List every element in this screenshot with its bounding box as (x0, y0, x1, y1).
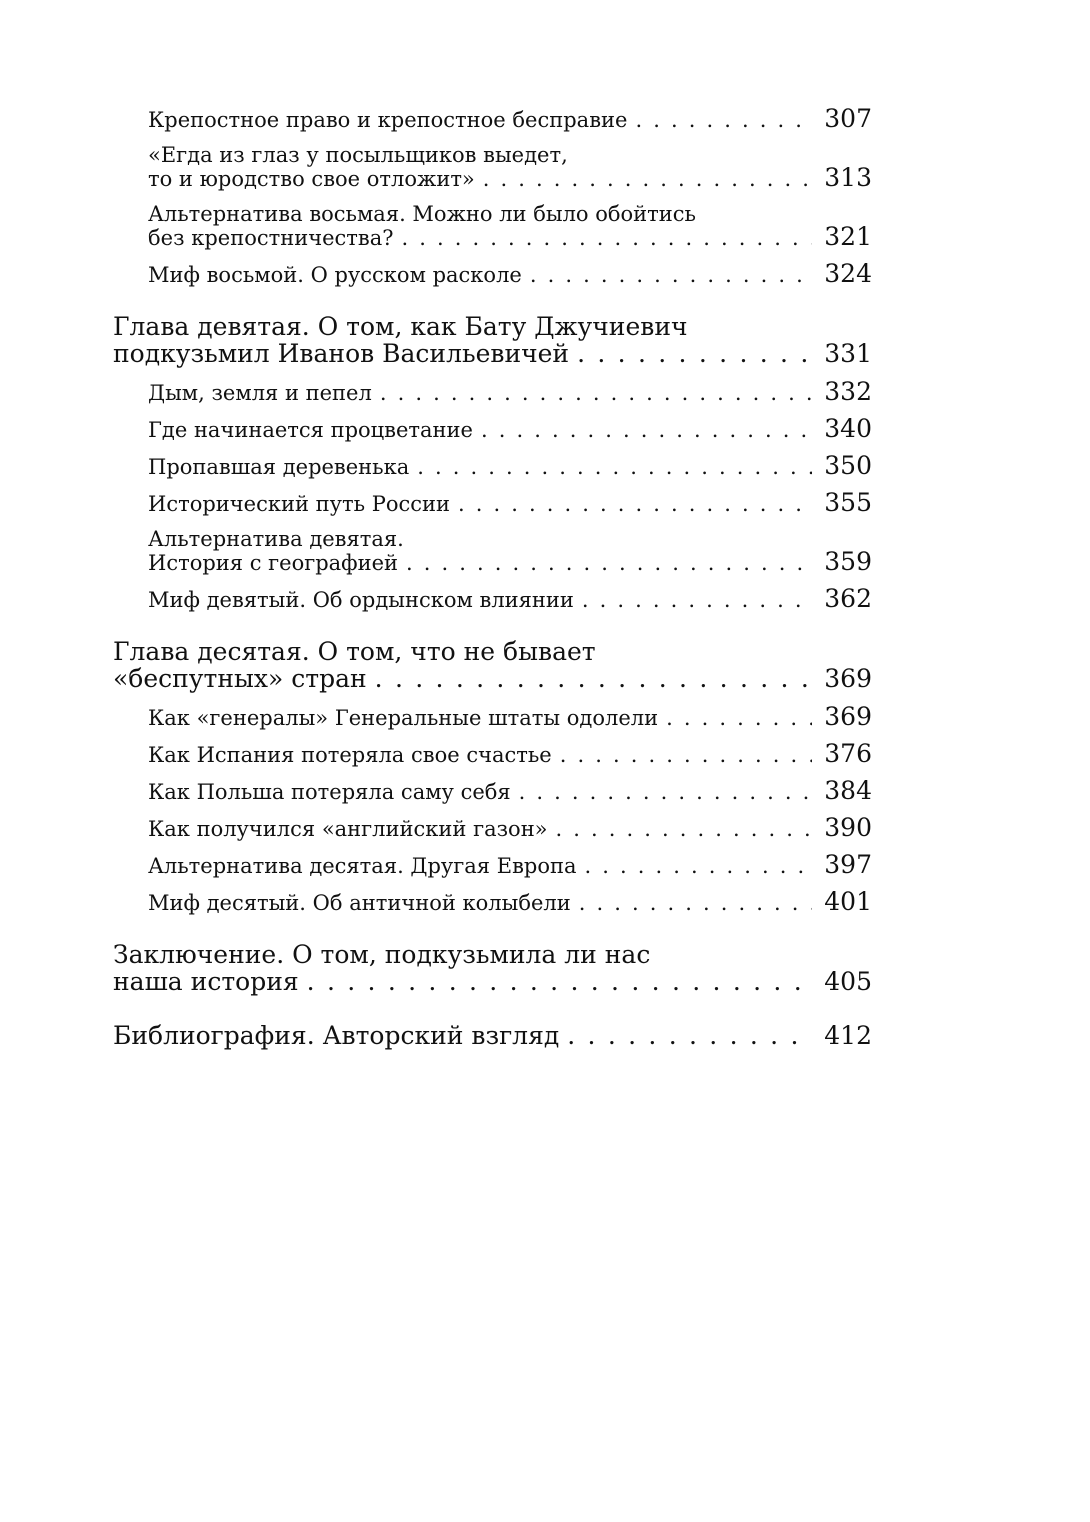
toc-entry-line (148, 741, 872, 768)
toc-entry-title: История с географией (148, 551, 399, 575)
toc-entry-line (148, 889, 872, 916)
toc-page-number: 362 (824, 584, 872, 613)
toc-section-entry[interactable] (148, 586, 872, 613)
toc-page-number: 412 (824, 1021, 872, 1050)
toc-entry-line (148, 490, 872, 517)
dot-leader (406, 551, 812, 576)
toc-entry-title: Альтернатива восьмая. Можно ли было обойтись (148, 202, 696, 226)
toc-entry-title: Альтернатива десятая. Другая Европа (148, 854, 577, 878)
toc-section-entry[interactable] (148, 815, 872, 842)
toc-chapter-entry[interactable] (113, 312, 872, 369)
toc-entry-title: Как Польша потеряла саму себя (148, 780, 511, 804)
toc-entry-title: Как «генералы» Генеральные штаты одолели (148, 706, 659, 730)
toc-page-number: 324 (824, 259, 872, 288)
toc-section-entry[interactable] (148, 416, 872, 443)
toc-section-entry[interactable] (148, 106, 872, 133)
toc-entry-title: «беспутных» стран (113, 664, 367, 693)
dot-leader (481, 418, 812, 443)
toc-chapter-entry[interactable] (113, 940, 872, 997)
dot-leader (380, 381, 812, 406)
dot-leader (402, 226, 813, 251)
toc-entry-title: без крепостничества? (148, 226, 394, 250)
table-of-contents (0, 106, 1090, 1061)
toc-page-number: 401 (824, 887, 872, 916)
toc-entry-line (148, 704, 872, 731)
toc-entry-line (148, 815, 872, 842)
toc-entry-title: подкузьмил Иванов Васильевичей (113, 339, 570, 368)
toc-entry-title: Миф десятый. Об античной колыбели (148, 891, 571, 915)
toc-section-entry[interactable] (148, 379, 872, 406)
toc-section-entry[interactable] (148, 527, 872, 576)
dot-leader (582, 588, 812, 613)
dot-leader (666, 706, 812, 731)
dot-leader (519, 780, 813, 805)
toc-entry-title: Миф девятый. Об ордынском влиянии (148, 588, 574, 612)
toc-page-number: 350 (824, 451, 872, 480)
toc-entry-line (148, 549, 872, 576)
toc-entry-title: Дым, земля и пепел (148, 381, 372, 405)
toc-entry-line (148, 165, 872, 192)
dot-leader (577, 339, 812, 369)
dot-leader (307, 967, 813, 997)
toc-section-entry[interactable] (148, 490, 872, 517)
toc-page-number: 331 (824, 339, 872, 368)
toc-entry-title: Где начинается процветание (148, 418, 473, 442)
dot-leader (530, 263, 812, 288)
toc-section-entry[interactable] (148, 453, 872, 480)
toc-entry-line (148, 778, 872, 805)
dot-leader (556, 817, 813, 842)
toc-entry-line (113, 312, 872, 342)
dot-leader (585, 854, 813, 879)
toc-page-number: 355 (824, 488, 872, 517)
toc-section-entry[interactable] (148, 741, 872, 768)
toc-page-number: 307 (824, 104, 872, 133)
toc-entry-line (113, 940, 872, 970)
toc-page-number: 359 (824, 547, 872, 576)
toc-entry-title: Библиография. Авторский взгляд (113, 1021, 560, 1050)
toc-entry-title: Глава десятая. О том, что не бывает (113, 637, 596, 666)
toc-entry-title: Как получился «английский газон» (148, 817, 548, 841)
dot-leader (560, 743, 813, 768)
toc-entry-title: Альтернатива девятая. (148, 527, 404, 551)
toc-section-entry[interactable] (148, 889, 872, 916)
dot-leader (375, 664, 813, 694)
dot-leader (579, 891, 813, 916)
toc-section-entry[interactable] (148, 704, 872, 731)
dot-leader (483, 167, 812, 192)
toc-page-number: 313 (824, 163, 872, 192)
toc-page-number: 369 (824, 702, 872, 731)
toc-entry-line (113, 967, 872, 997)
toc-entry-line (148, 416, 872, 443)
toc-entry-title: Глава девятая. О том, как Бату Джучиевич (113, 312, 688, 341)
dot-leader (635, 108, 812, 133)
toc-entry-title: Как Испания потеряла свое счастье (148, 743, 552, 767)
toc-page-number: 369 (824, 664, 872, 693)
toc-section-entry[interactable] (148, 778, 872, 805)
toc-entry-title: Исторический путь России (148, 492, 451, 516)
dot-leader (417, 455, 812, 480)
toc-entry-line (113, 637, 872, 667)
toc-page-number: 384 (824, 776, 872, 805)
toc-section-entry[interactable] (148, 852, 872, 879)
toc-section-entry[interactable] (148, 143, 872, 192)
toc-page-number: 340 (824, 414, 872, 443)
toc-page-number: 376 (824, 739, 872, 768)
toc-entry-line (113, 664, 872, 694)
toc-entry-title: то и юродство свое отложит» (148, 167, 475, 191)
toc-entry-line (148, 106, 872, 133)
toc-entry-title: Миф восьмой. О русском расколе (148, 263, 522, 287)
toc-entry-line (148, 586, 872, 613)
toc-entry-line (148, 224, 872, 251)
toc-entry-line (113, 339, 872, 369)
toc-entry-title: Заключение. О том, подкузьмила ли нас (113, 940, 651, 969)
toc-section-entry[interactable] (148, 261, 872, 288)
toc-page-number: 390 (824, 813, 872, 842)
dot-leader (567, 1021, 812, 1051)
toc-page-number: 397 (824, 850, 872, 879)
toc-entry-line (148, 453, 872, 480)
toc-entry-title: наша история (113, 967, 299, 996)
toc-entry-line (113, 1021, 872, 1051)
toc-page-number: 332 (824, 377, 872, 406)
toc-chapter-entry[interactable] (113, 1021, 872, 1051)
toc-entry-title: Пропавшая деревенька (148, 455, 410, 479)
toc-entry-title: «Егда из глаз у посыльщиков выедет, (148, 143, 568, 167)
toc-entry-line (148, 261, 872, 288)
toc-entry-line (148, 852, 872, 879)
dot-leader (458, 492, 812, 517)
toc-entry-line (148, 379, 872, 406)
toc-page-number: 321 (824, 222, 872, 251)
toc-chapter-entry[interactable] (113, 637, 872, 694)
toc-page-number: 405 (824, 967, 872, 996)
toc-entry-title: Крепостное право и крепостное бесправие (148, 108, 628, 132)
toc-section-entry[interactable] (148, 202, 872, 251)
